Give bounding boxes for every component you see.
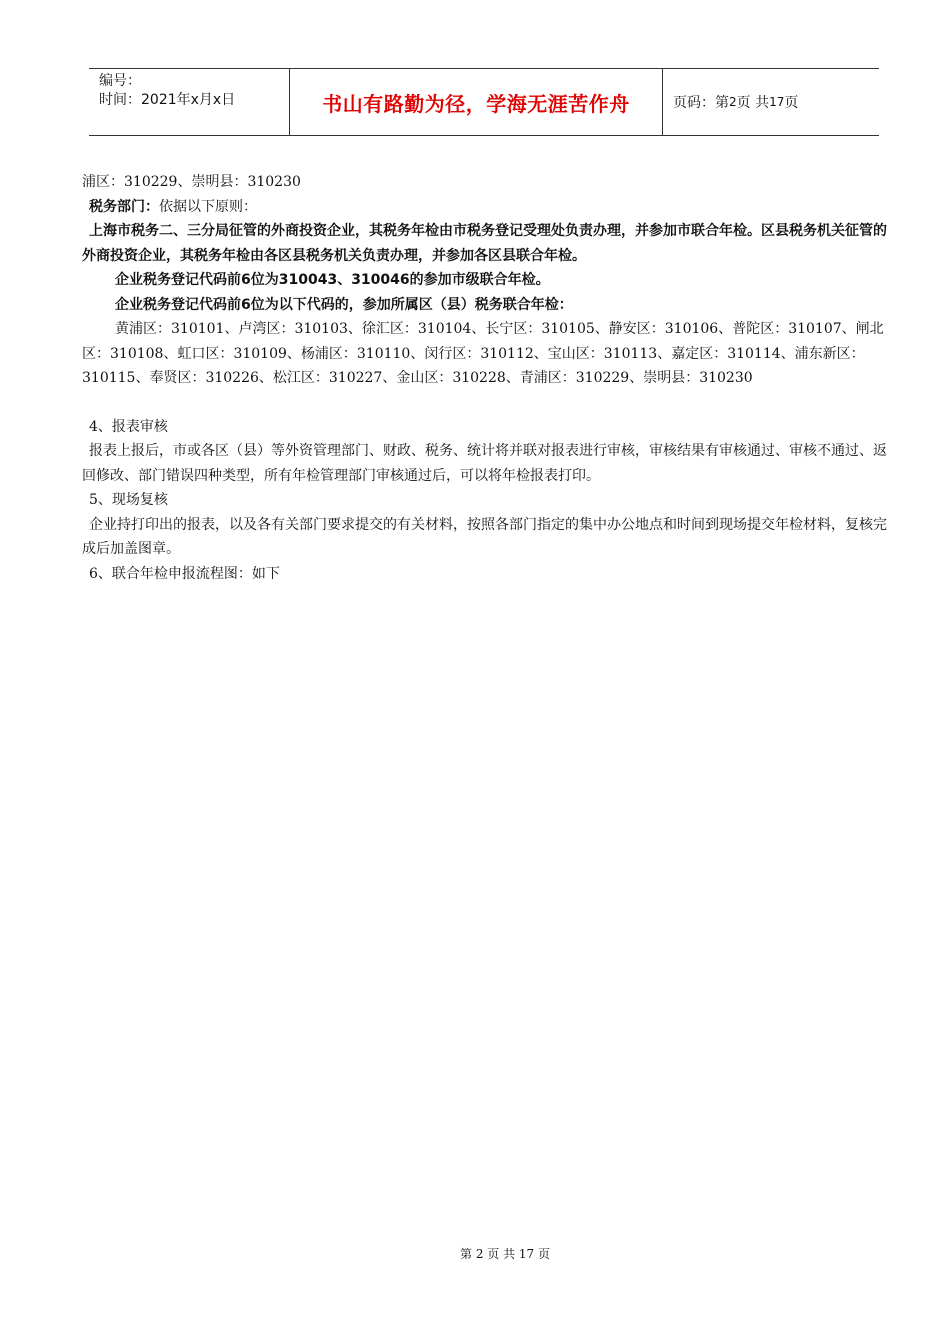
section-4-text: 报表上报后，市或各区（县）等外资管理部门、财政、税务、统计将并联对报表进行审核，审核结果有审核通过、审核不通过、返回修改、部门错误四种类型，所有年检管理部门审核通过后，可以将年检报表打印。 xyxy=(82,443,887,484)
section-4-title: 4、报表审核 xyxy=(89,418,168,435)
page-footer: 第 2 页 共 17 页 xyxy=(460,1247,550,1261)
page-prefix: 页码：第 xyxy=(673,95,729,111)
bold-paragraph-2: 企业税务登记代码前6位为310043、310046的参加市级联合年检。 xyxy=(115,272,550,288)
header-meta xyxy=(89,69,290,135)
number-label: 编号： xyxy=(99,73,141,89)
document-body xyxy=(82,170,894,586)
time-label: 时间：2021年x月x日 xyxy=(99,92,236,108)
page-current: 2 xyxy=(729,95,737,109)
bold-paragraph-1: 上海市税务二、三分局征管的外商投资企业，其税务年检由市税务登记受理处负责办理，并参加市联合年检。区县税务机关征管的外商投资企业，其税务年检由各区县税务机关负责办理，并参加各区县联合年检。 xyxy=(82,223,887,264)
tax-dept-label: 税务部门： xyxy=(89,198,159,215)
header-motto: 书山有路勤为径，学海无涯苦作舟 xyxy=(290,69,663,135)
section-6-title: 6、联合年检申报流程图：如下 xyxy=(89,565,280,582)
bold-paragraph-3: 企业税务登记代码前6位为以下代码的，参加所属区（县）税务联合年检： xyxy=(115,296,573,313)
district-codes: 黄浦区：310101、卢湾区：310103、徐汇区：310104、长宁区：310105、静安区：310106、普陀区：310107、闸北区：310108、虹口区：310109、杨浦区：310110、闵行区：310112、宝山区：310113、嘉定区：310114、浦东新区：310115、奉贤区：310226、松江区：310227、金山区：310228、青浦区：310229、崇明县：310230 xyxy=(82,321,884,386)
page-total: 17 xyxy=(769,95,785,109)
section-5-text: 企业持打印出的报表，以及各有关部门要求提交的有关材料，按照各部门指定的集中办公地点和时间到现场提交年检材料，复核完成后加盖图章。 xyxy=(82,516,887,557)
tax-dept-line xyxy=(82,195,894,220)
section-5-title: 5、现场复核 xyxy=(89,492,168,508)
tax-dept-text: 依据以下原则： xyxy=(159,198,257,215)
document-header xyxy=(89,68,879,136)
spacer xyxy=(82,391,894,415)
page-mid: 页 共 xyxy=(736,95,770,111)
header-page-info xyxy=(663,69,879,135)
body-line-1: 浦区：310229、崇明县：310230 xyxy=(82,174,301,190)
page-suffix: 页 xyxy=(784,95,799,111)
